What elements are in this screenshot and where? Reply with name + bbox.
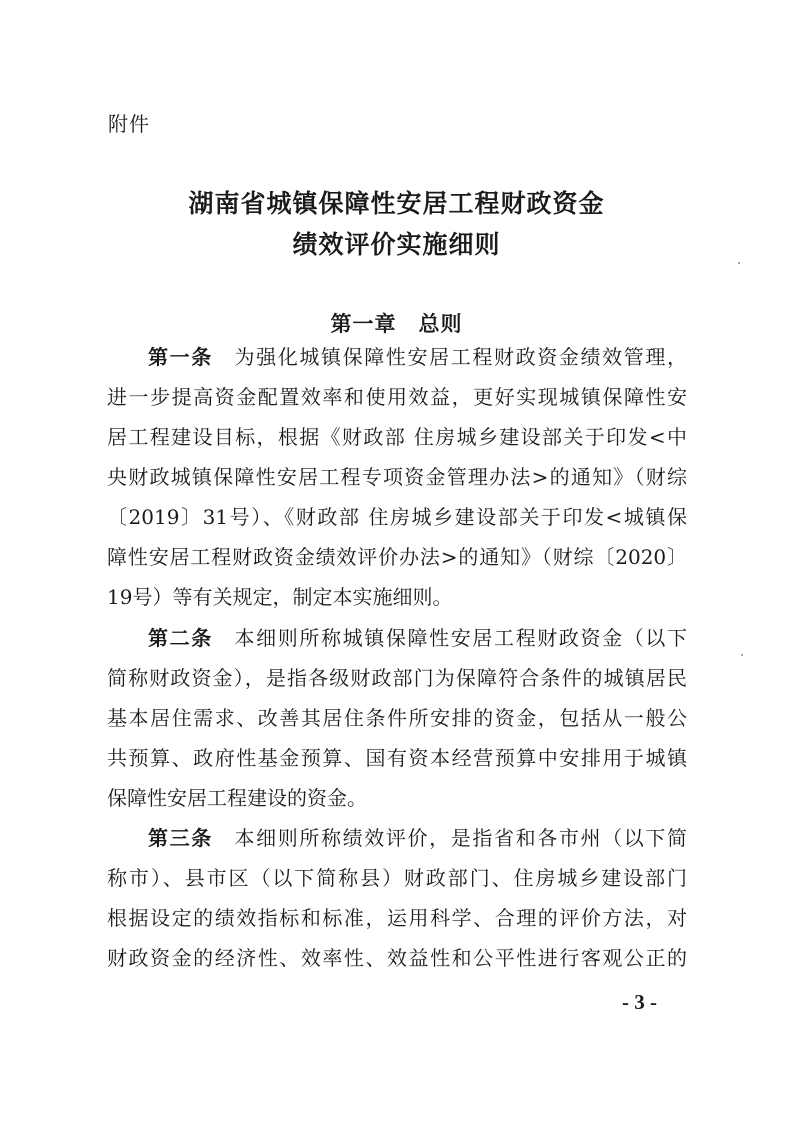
article-2-line-5: 保障性安居工程建设的资金。 <box>107 786 367 810</box>
article-2-line-1 <box>148 626 687 650</box>
article-1-head: 第一条 <box>148 345 213 369</box>
article-1-line-2: 进一步提高资金配置效率和使用效益，更好实现城镇保障性安 <box>107 385 687 409</box>
article-3-line-4: 财政资金的经济性、效率性、效益性和公平性进行客观公正的 <box>107 946 687 970</box>
article-1-line-1 <box>148 345 687 369</box>
document-title-line-1: 湖南省城镇保障性安居工程财政资金 <box>188 189 605 218</box>
article-3-head: 第三条 <box>148 826 213 850</box>
article-3-line-3: 根据设定的绩效指标和标准，运用科学、合理的评价方法，对 <box>107 906 687 930</box>
page-number: - 3 - <box>622 990 657 1014</box>
article-1-line-7: 19号）等有关规定，制定本实施细则。 <box>107 585 453 609</box>
article-1-line-5: 〔2019〕31号）、《财政部 住房城乡建设部关于印发<城镇保 <box>107 505 687 529</box>
article-3-line-2: 称市）、县市区（以下简称县）财政部门、住房城乡建设部门 <box>107 866 687 890</box>
chapter-heading: 第一章 总则 <box>330 312 463 336</box>
document-title-line-2: 绩效评价实施细则 <box>292 230 501 259</box>
article-3-text-1: 本细则所称绩效评价，是指省和各市州（以下简 <box>234 826 687 850</box>
scan-speck <box>738 262 740 264</box>
article-1-line-4: 央财政城镇保障性安居工程专项资金管理办法>的通知》（财综 <box>107 465 687 489</box>
article-2-line-2: 简称财政资金），是指各级财政部门为保障符合条件的城镇居民 <box>107 666 687 690</box>
attachment-label: 附件 <box>108 112 150 136</box>
article-1-line-6: 障性安居工程财政资金绩效评价办法>的通知》（财综〔2020〕 <box>107 545 687 569</box>
article-1-line-3: 居工程建设目标，根据《财政部 住房城乡建设部关于印发<中 <box>107 425 687 449</box>
article-2-line-4: 共预算、政府性基金预算、国有资本经营预算中安排用于城镇 <box>107 746 687 770</box>
article-3-line-1 <box>148 826 687 850</box>
scan-speck <box>741 654 743 656</box>
article-2-head: 第二条 <box>148 626 213 650</box>
article-1-text-1: 为强化城镇保障性安居工程财政资金绩效管理， <box>234 345 687 369</box>
article-2-text-1: 本细则所称城镇保障性安居工程财政资金（以下 <box>234 626 687 650</box>
article-2-line-3: 基本居住需求、改善其居住条件所安排的资金，包括从一般公 <box>107 706 687 730</box>
